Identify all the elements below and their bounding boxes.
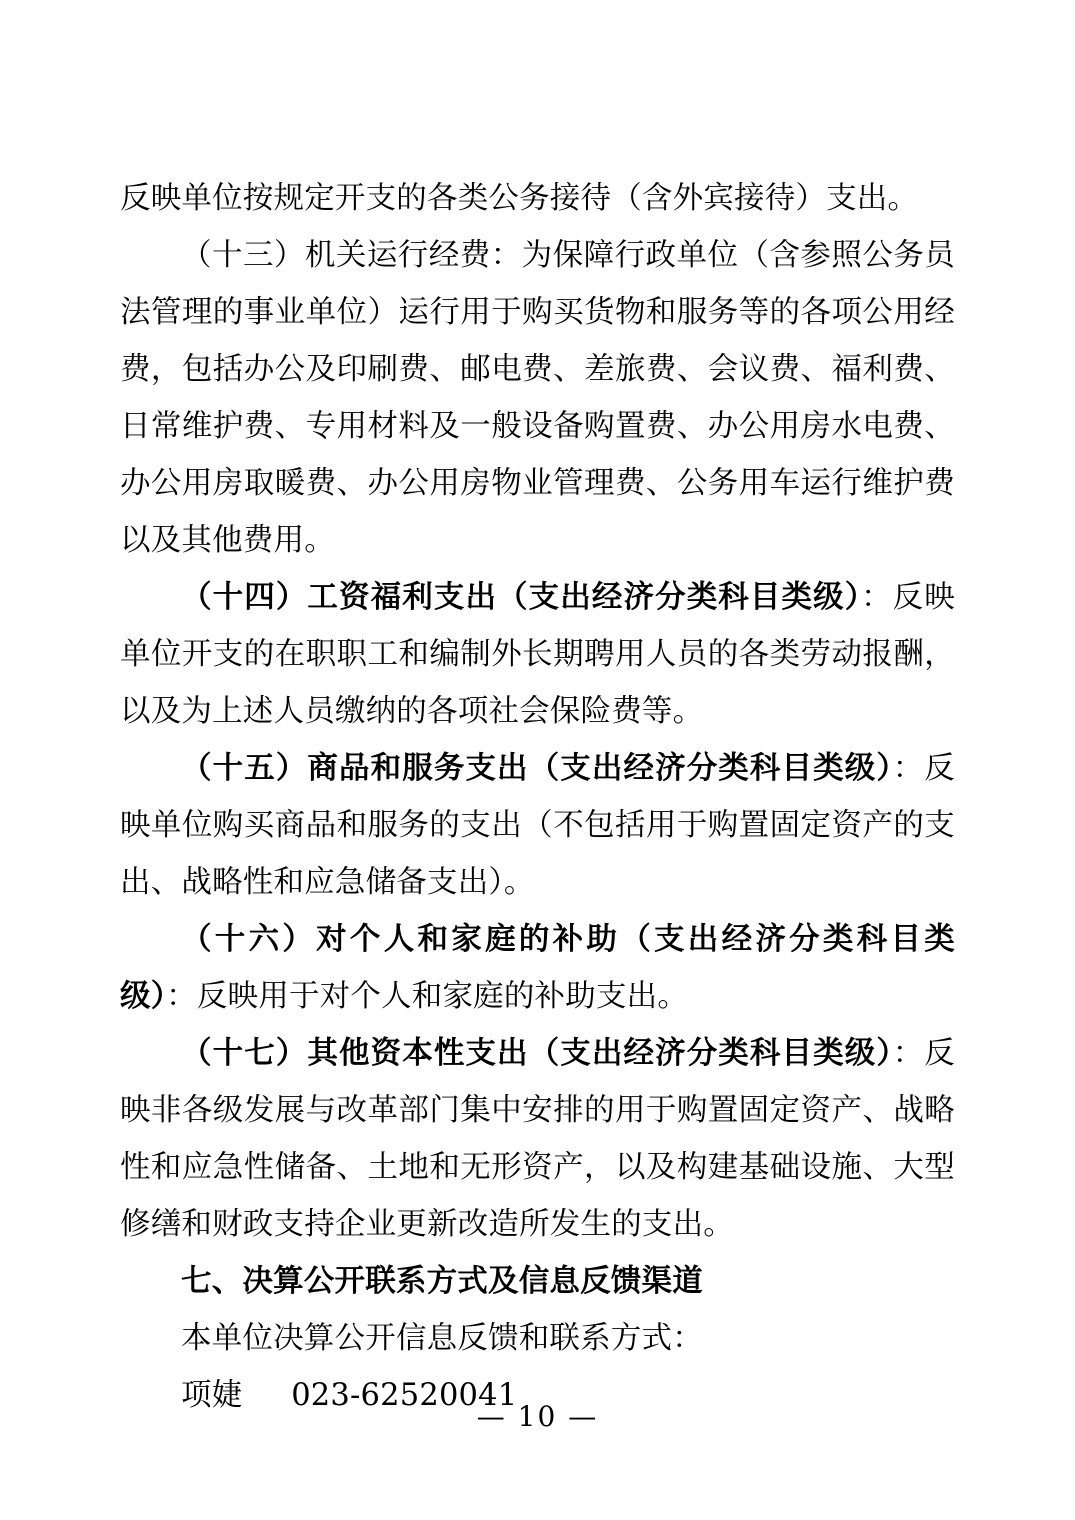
- paragraph-17-term: （十七）其他资本性支出（支出经济分类科目类级）: [181, 1035, 893, 1071]
- contact-person-name: 项婕: [181, 1378, 243, 1413]
- paragraph-16-body: ：反映用于对个人和家庭的补助支出。: [166, 979, 689, 1014]
- paragraph-12-continuation: 反映单位按规定开支的各类公务接待（含外宾接待）支出。: [120, 181, 919, 216]
- document-body: [120, 170, 955, 1424]
- paragraph-15: [120, 740, 955, 911]
- paragraph-15-term: （十五）商品和服务支出（支出经济分类科目类级）: [181, 750, 893, 786]
- paragraph-16-term: （十六）对个人和家庭的补助（支出经济分类科目类级）: [120, 921, 955, 1014]
- paragraph-14-term: （十四）工资福利支出（支出经济分类科目类级）: [181, 579, 862, 615]
- paragraph-17-body: ：反映非各级发展与改革部门集中安排的用于购置固定资产、战略性和应急性储备、土地和无形资产，以及构建基础设施、大型修缮和财政支持企业更新改造所发生的支出。: [120, 1036, 955, 1242]
- contact-phone-number: 023-62520041: [291, 1378, 518, 1413]
- contact-intro-line: 本单位决算公开信息反馈和联系方式：: [181, 1321, 703, 1356]
- paragraph-15-body: ：反映单位购买商品和服务的支出（不包括用于购置固定资产的支出、战略性和应急储备支出）。: [120, 751, 955, 900]
- paragraph-16: [120, 911, 955, 1025]
- paragraph-17: [120, 1025, 955, 1253]
- paragraph-13: （十三）机关运行经费：为保障行政单位（含参照公务员法管理的事业单位）运行用于购买货物和服务等的各项公用经费，包括办公及印刷费、邮电费、差旅费、会议费、福利费、日常维护费、专用材料及一般设备购置费、办公用房水电费、办公用房取暖费、办公用房物业管理费、公务用车运行维护费以及其他费用。: [120, 238, 955, 558]
- paragraph-14: [120, 569, 955, 740]
- section-heading-seven: 七、决算公开联系方式及信息反馈渠道: [181, 1263, 703, 1299]
- page-number-footer: — 10 —: [476, 1400, 599, 1433]
- paragraph-14-body: ：反映单位开支的在职职工和编制外长期聘用人员的各类劳动报酬，以及为上述人员缴纳的各项社会保险费等。: [120, 580, 955, 729]
